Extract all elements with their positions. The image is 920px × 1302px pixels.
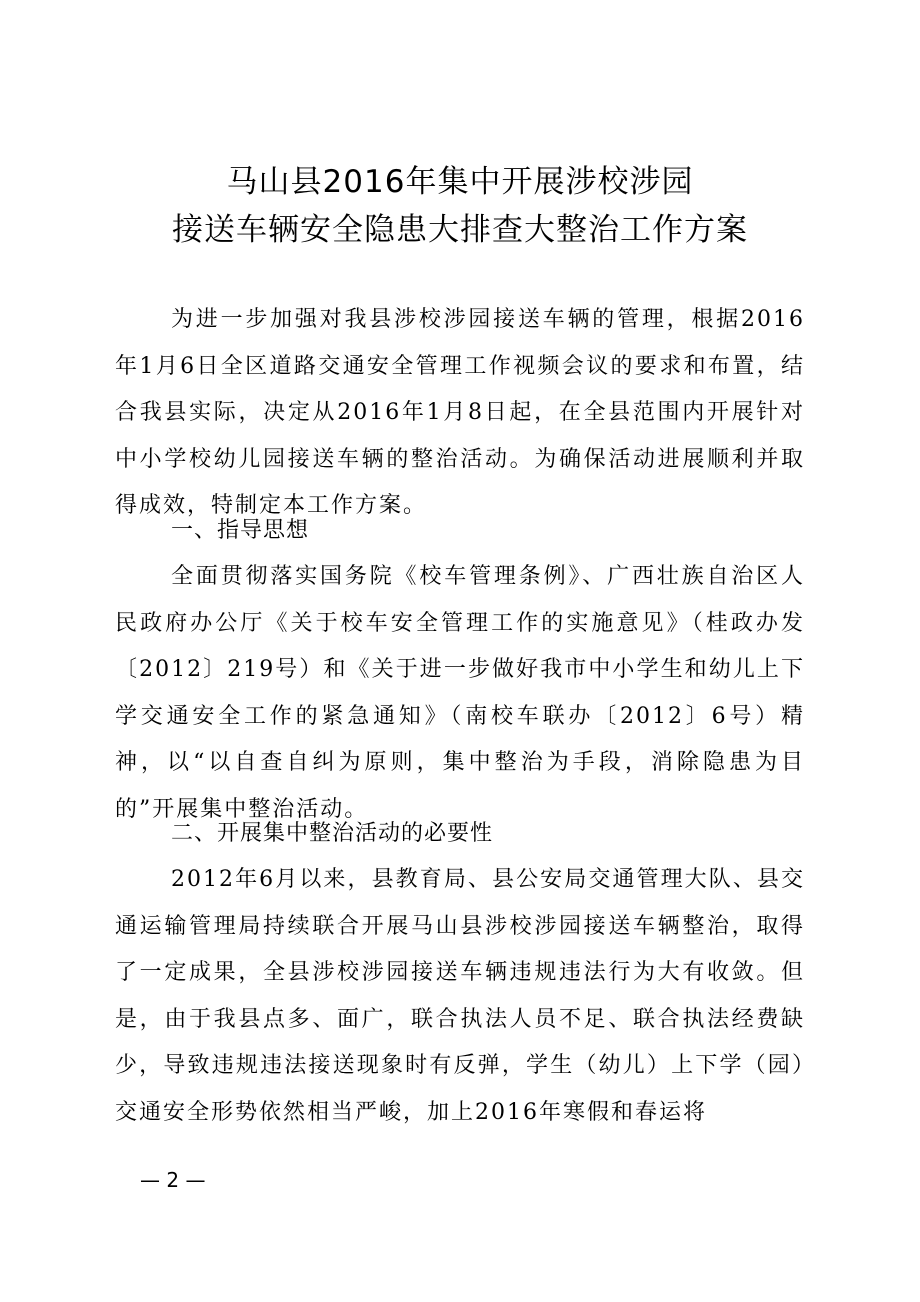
section-heading-necessity: 二、开展集中整治活动的必要性 — [171, 821, 494, 846]
section-body-guiding-ideology: 全面贯彻落实国务院《校车管理条例》、广西壮族自治区人民政府办公厅《关于校车安全管理工作的实施意见》（桂政办发〔2012〕219号）和《关于进一步做好我市中小学生和幼儿上下学交通安全工作的紧急通知》（南校车联办〔2012〕6号）精神，以“以自查自纠为原则，集中整治为手段，消除隐患为目的”开展集中整治活动。 — [115, 564, 805, 822]
page-number: — 2 — — [140, 1168, 206, 1192]
intro-paragraph: 为进一步加强对我县涉校涉园接送车辆的管理，根据2016年1月6日全区道路交通安全管理工作视频会议的要求和布置，结合我县实际，决定从2016年1月8日起，在全县范围内开展针对中小学校幼儿园接送车辆的整治活动。为确保活动进展顺利并取得成效，特制定本工作方案。 — [115, 307, 805, 519]
section-heading-guiding-ideology: 一、指导思想 — [171, 518, 310, 543]
document-title-line-1: 马山县2016年集中开展涉校涉园 — [226, 164, 694, 200]
section-body-necessity: 2012年6月以来，县教育局、县公安局交通管理大队、县交通运输管理局持续联合开展马山县涉校涉园接送车辆整治，取得了一定成果，全县涉校涉园接送车辆违规违法行为大有收敛。但是，由于我县点多、面广，联合执法人员不足、联合执法经费缺少，导致违规违法接送现象时有反弹，学生（幼儿）上下学（园）交通安全形势依然相当严峻，加上2016年寒假和春运将 — [115, 867, 805, 1125]
document-title-line-2: 接送车辆安全隐患大排查大整治工作方案 — [172, 212, 748, 248]
